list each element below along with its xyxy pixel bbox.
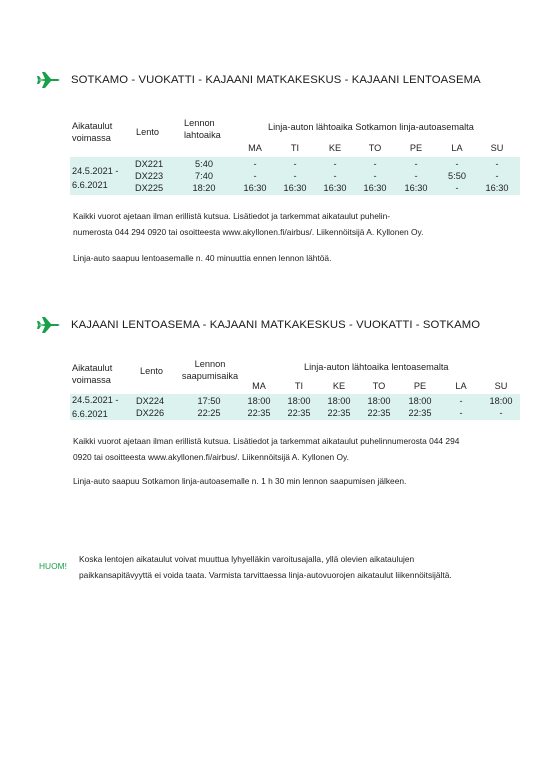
section-heading <box>36 68 481 92</box>
header-day-pe: PE <box>413 381 427 391</box>
header-period: Aikataulut voimassa <box>72 363 113 385</box>
bus-time-su: - <box>495 171 499 181</box>
bus-time-su: - <box>499 408 503 418</box>
bus-time-ma: - <box>253 159 257 169</box>
header-day-ke: KE <box>332 381 346 391</box>
header-day-su: SU <box>494 381 508 391</box>
note-line: Linja-auto saapuu lentoasemalle n. 40 minuuttia ennen lennon lähtöä. <box>73 253 332 263</box>
info-paragraph <box>73 433 459 465</box>
header-flight: Lento <box>136 127 159 137</box>
bus-time-ti: - <box>293 171 297 181</box>
bus-time-la: - <box>455 183 459 193</box>
flight-code: DX226 <box>136 408 165 418</box>
bus-time-ti: 18:00 <box>287 396 311 406</box>
bus-time-ma: 16:30 <box>243 183 267 193</box>
airplane-icon <box>36 315 62 335</box>
note-line: Kaikki vuorot ajetaan ilman erillistä kutsua. Lisätiedot ja tarkemmat aikataulut puhelin- <box>73 211 391 221</box>
section-heading <box>36 313 480 337</box>
header-day-ma: MA <box>248 143 262 153</box>
bus-time-la: - <box>455 159 459 169</box>
header-bus-time: Linja-auton lähtoaika Sotkamon linja-autoasemalta <box>268 122 474 132</box>
header-day-ti: TI <box>294 381 304 391</box>
header-flight-time: Lennon saapumisaika <box>181 359 239 381</box>
period-from: 24.5.2021 - <box>72 166 119 176</box>
bus-time-ti: 16:30 <box>283 183 307 193</box>
flight-time: 18:20 <box>192 183 216 193</box>
bus-time-su: - <box>495 159 499 169</box>
bus-time-ke: 18:00 <box>327 396 351 406</box>
bus-time-ke: - <box>333 159 337 169</box>
bus-time-ke: 22:35 <box>327 408 351 418</box>
bus-time-pe: 22:35 <box>408 408 432 418</box>
header-day-la: LA <box>451 143 463 153</box>
bus-time-to: - <box>373 159 377 169</box>
bus-time-ti: - <box>293 159 297 169</box>
note-line: 0920 tai osoitteesta www.akyllonen.fi/airbus/. Liikennöitsijä A. Kyllonen Oy. <box>73 452 349 462</box>
header-flight: Lento <box>140 366 163 376</box>
section-title: SOTKAMO - VUOKATTI - KAJAANI MATKAKESKUS - KAJAANI LENTOASEMA <box>71 74 481 86</box>
disclaimer-line: Koska lentojen aikataulut voivat muuttua lyhyelläkin varoitusajalla, yllä olevien aikataulujen <box>79 554 415 564</box>
flight-time: 22:25 <box>197 408 221 418</box>
bus-time-pe: 16:30 <box>404 183 428 193</box>
header-day-pe: PE <box>409 143 423 153</box>
bus-time-to: 16:30 <box>363 183 387 193</box>
bus-time-la: - <box>459 396 463 406</box>
flight-code: DX225 <box>135 183 164 193</box>
period-from: 24.5.2021 - <box>72 395 119 405</box>
airplane-icon <box>36 70 62 90</box>
period-to: 6.6.2021 <box>72 408 108 419</box>
info-paragraph <box>73 208 423 240</box>
bus-time-to: 22:35 <box>367 408 391 418</box>
flight-code: DX223 <box>135 171 164 181</box>
huom-label: HUOM! <box>39 561 67 571</box>
flight-time: 17:50 <box>197 396 221 406</box>
arrival-note <box>73 473 406 489</box>
flight-code: DX221 <box>135 159 164 169</box>
disclaimer-text <box>79 551 519 583</box>
bus-time-ma: - <box>253 171 257 181</box>
bus-time-to: - <box>373 171 377 181</box>
bus-time-su: 16:30 <box>485 183 509 193</box>
validity-period <box>72 165 128 192</box>
note-line: Kaikki vuorot ajetaan ilman erillistä kutsua. Lisätiedot ja tarkemmat aikataulut puhelinnumerosta 044 294 <box>73 436 460 446</box>
note-line: numerosta 044 294 0920 tai osoitteesta www.akyllonen.fi/airbus/. Liikennöitsijä A. Kyllonen Oy. <box>73 227 424 237</box>
bus-time-to: 18:00 <box>367 396 391 406</box>
bus-time-ti: 22:35 <box>287 408 311 418</box>
bus-time-pe: 18:00 <box>408 396 432 406</box>
header-day-la: LA <box>455 381 467 391</box>
header-day-ke: KE <box>328 143 342 153</box>
note-line: Linja-auto saapuu Sotkamon linja-autoasemalle n. 1 h 30 min lennon saapumisen jälkeen. <box>73 476 407 486</box>
flight-time: 5:40 <box>195 159 213 169</box>
header-bus-time: Linja-auton lähtoaika lentoasemalta <box>304 362 449 372</box>
bus-time-ke: 16:30 <box>323 183 347 193</box>
bus-time-ma: 18:00 <box>247 396 271 406</box>
period-to: 6.6.2021 <box>72 179 108 190</box>
bus-time-ma: 22:35 <box>247 408 271 418</box>
header-day-to: TO <box>372 381 386 391</box>
disclaimer-line: paikkansapitävyyttä ei voida taata. Varmista tarvittaessa linja-autovuorojen aikataulut liikennöitsijältä. <box>79 570 452 580</box>
header-day-su: SU <box>490 143 504 153</box>
flight-code: DX224 <box>136 396 165 406</box>
header-day-to: TO <box>368 143 382 153</box>
arrival-note <box>73 250 331 266</box>
flight-time: 7:40 <box>195 171 213 181</box>
validity-period <box>72 394 128 421</box>
header-day-ti: TI <box>290 143 300 153</box>
bus-time-pe: - <box>414 171 418 181</box>
header-period: Aikataulut voimassa <box>72 121 113 143</box>
header-day-ma: MA <box>252 381 266 391</box>
bus-time-pe: - <box>414 159 418 169</box>
bus-time-su: 18:00 <box>489 396 513 406</box>
schedule-table <box>70 356 520 492</box>
bus-time-la: - <box>459 408 463 418</box>
section-title: KAJAANI LENTOASEMA - KAJAANI MATKAKESKUS - VUOKATTI - SOTKAMO <box>71 319 481 331</box>
bus-time-la: 5:50 <box>448 171 466 181</box>
header-flight-time: Lennon lahtoaika <box>184 118 221 140</box>
bus-time-ke: - <box>333 171 337 181</box>
